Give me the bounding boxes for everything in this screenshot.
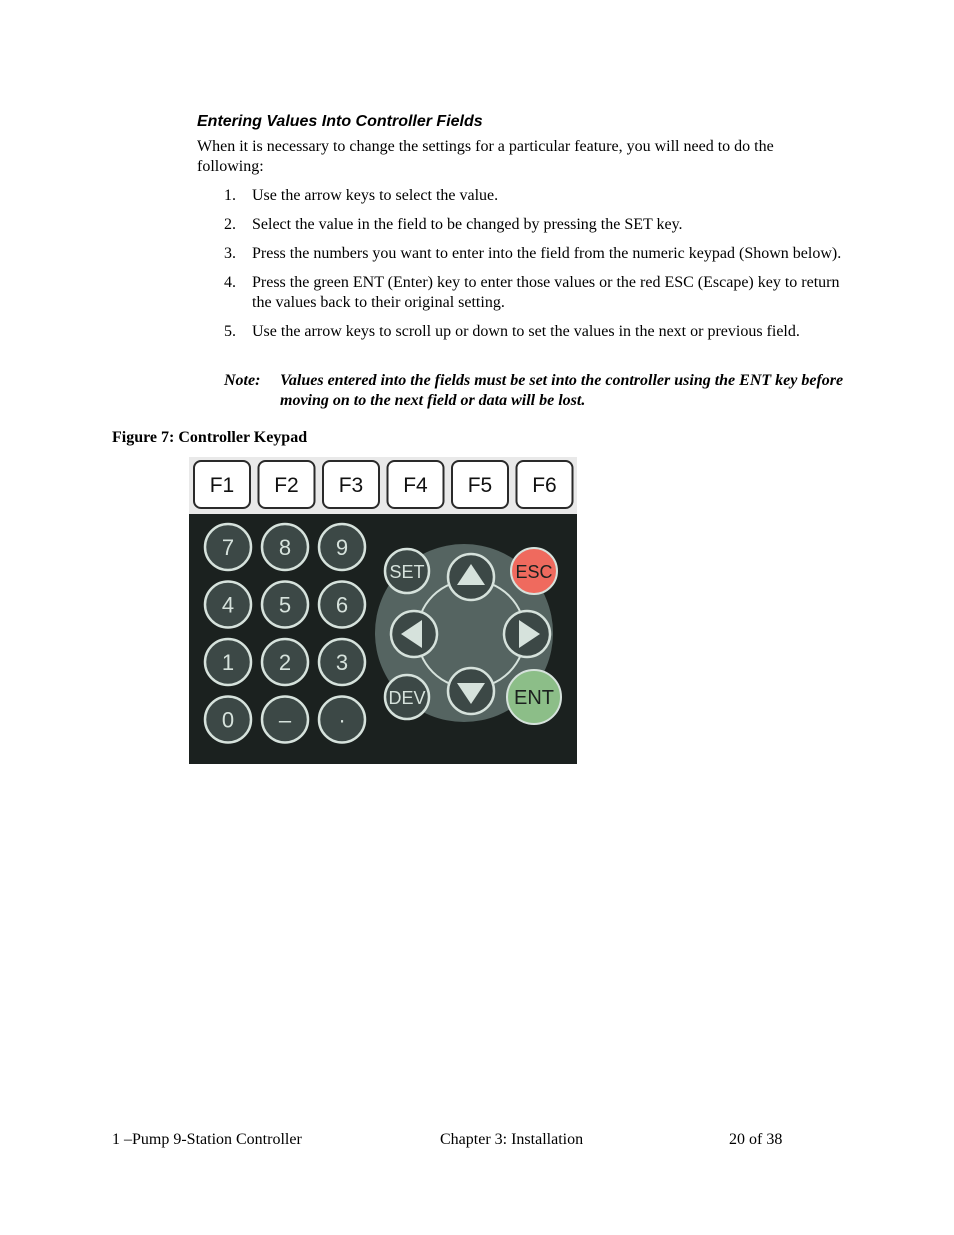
- step-number: 3.: [224, 245, 236, 262]
- step-text: Press the green ENT (Enter) key to enter those values or the red ESC (Escape) key to return the values back to their original setting.: [252, 274, 840, 311]
- numeric-key: [262, 697, 308, 743]
- list-item: [224, 244, 849, 264]
- list-item: [224, 215, 849, 235]
- function-key-label: F6: [532, 474, 557, 497]
- steps-list: [224, 186, 849, 351]
- ent-key: [507, 670, 561, 724]
- numeric-key: [319, 697, 365, 743]
- intro-paragraph: When it is necessary to change the settings for a particular feature, you will need to do the following:: [197, 138, 774, 175]
- function-key-label: F1: [209, 474, 235, 497]
- function-key-label: F2: [274, 474, 299, 497]
- dev-key: [385, 675, 429, 719]
- set-key: [385, 549, 429, 593]
- step-number: 1.: [224, 187, 236, 204]
- ent-key-label: ENT: [514, 687, 554, 709]
- section-title: Entering Values Into Controller Fields: [197, 113, 483, 130]
- step-number: 2.: [224, 216, 236, 233]
- right-arrow-key: [504, 611, 550, 657]
- controller-keypad-image: [189, 457, 577, 764]
- dev-key-label: DEV: [388, 688, 426, 708]
- numeric-key: [262, 582, 308, 628]
- step-text: Use the arrow keys to select the value.: [252, 187, 499, 204]
- function-key-f2: [259, 461, 315, 508]
- down-arrow-key: [448, 668, 494, 714]
- function-key-f3: [323, 461, 379, 508]
- numeric-key: [205, 582, 251, 628]
- numeric-key-label: 4: [221, 592, 235, 618]
- step-text: Select the value in the field to be changed by pressing the SET key.: [252, 216, 683, 233]
- esc-key: [511, 548, 557, 594]
- up-arrow-key: [448, 554, 494, 600]
- function-key-f6: [517, 461, 573, 508]
- numeric-key-label: 8: [278, 535, 292, 560]
- function-key-f1: [194, 461, 250, 508]
- note-text: Values entered into the fields must be set into the controller using the ENT key before moving on to the next field or data will be lost.: [280, 372, 844, 409]
- step-text: Press the numbers you want to enter into the field from the numeric keypad (Shown below).: [252, 245, 842, 262]
- numeric-key-label: 7: [221, 535, 235, 560]
- function-key-label: F3: [338, 474, 364, 497]
- numeric-key: [205, 697, 251, 743]
- list-item: [224, 186, 849, 206]
- left-arrow-key: [391, 611, 437, 657]
- note: [224, 371, 849, 411]
- numeric-key: [319, 524, 365, 570]
- numeric-key: [319, 639, 365, 685]
- esc-key-label: ESC: [515, 562, 553, 582]
- set-key-label: SET: [389, 562, 425, 582]
- function-key-label: F5: [467, 474, 493, 497]
- footer-chapter: Chapter 3: Installation: [440, 1131, 584, 1148]
- numeric-key: [262, 639, 308, 685]
- footer-document-title: 1 –Pump 9-Station Controller: [112, 1131, 302, 1148]
- numeric-key-label: 2: [278, 650, 292, 675]
- function-key-label: F4: [403, 474, 428, 497]
- numeric-key-label: 9: [335, 535, 349, 560]
- list-item: [224, 273, 849, 313]
- numeric-key: [205, 639, 251, 685]
- step-text: Use the arrow keys to scroll up or down to set the values in the next or previous field.: [252, 323, 800, 340]
- step-number: 5.: [224, 323, 236, 340]
- numeric-key-label: 0: [221, 707, 235, 733]
- numeric-key: [262, 524, 308, 570]
- footer-page-number: 20 of 38: [729, 1131, 783, 1148]
- note-label: Note:: [224, 372, 261, 389]
- numeric-key-label: 6: [335, 592, 349, 618]
- numeric-key: [205, 524, 251, 570]
- numeric-key-label: 3: [335, 650, 349, 675]
- numeric-key-label: –: [278, 707, 292, 733]
- numeric-key-label: ·: [338, 707, 346, 733]
- figure-caption: Figure 7: Controller Keypad: [112, 429, 308, 446]
- list-item: [224, 322, 849, 342]
- function-key-f5: [452, 461, 508, 508]
- numeric-key-label: 1: [221, 650, 235, 675]
- numeric-key-label: 5: [278, 592, 292, 618]
- step-number: 4.: [224, 274, 236, 291]
- numeric-key: [319, 582, 365, 628]
- function-key-f4: [388, 461, 444, 508]
